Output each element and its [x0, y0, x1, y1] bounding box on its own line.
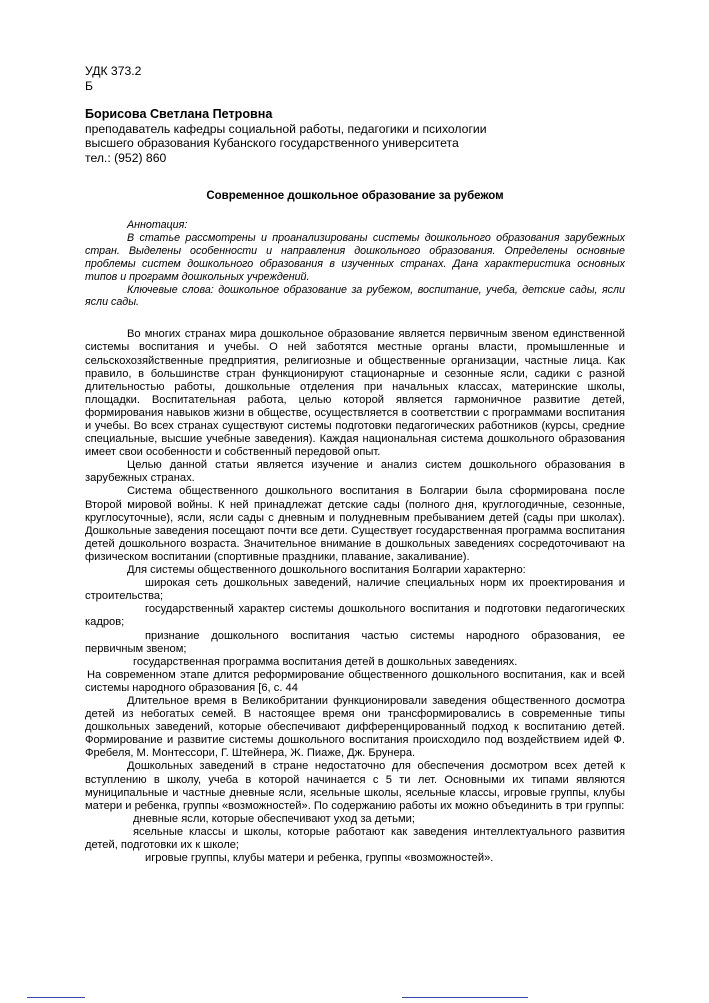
paragraph: Длительное время в Великобритании функционировали заведения общественного досмотра детей из небогатых семей. В настоящее время они трансформировались в современные типы дошкольных заведений, которые обеспечивают дифференцированный подход к воспитанию детей. Формирование и развитие системы дошкольного воспитания происходило под воздействием идей Ф. Фребеля, М. Монтессори, Г. Штейнера, Ж. Пиаже, Дж. Брунера.: [85, 694, 625, 760]
abstract-text: В статье рассмотрены и проанализированы системы дошкольного образования зарубежных стран. Выделены особенности и направления дошкольного образования. Определены основные проблемы систем дошкольного образования в изученных странах. Дана характеристика основных типов и программ дошкольных учреждений.: [85, 231, 625, 283]
paragraph: Система общественного дошкольного воспитания в Болгарии была сформирована после Второй мировой войны. К ней принадлежат детские сады (полного дня, круглогодичные, сезонные, круглосуточные), ясли, ясли сады с дневным и полудневным пребыванием детей (сады при школах). Дошкольные заведения посещают почти все дети. Существует государственная программа воспитания детей дошкольного возраста. Значительное внимание в дошкольных заведениях сосредоточивают на физическом воспитании (спортивные праздники, плавание, закаливание).: [85, 485, 625, 563]
keywords: Ключевые слова: дошкольное образование за рубежом, воспитание, учеба, детские сады, ясли ясли сады.: [85, 283, 625, 309]
paragraph: На современном этапе длится реформирование общественного дошкольного воспитания, как и всей системы народного образования [6, с. 44: [85, 668, 625, 694]
article-title: Современное дошкольное образование за рубежом: [206, 190, 504, 202]
footer-rule-left: [27, 997, 85, 998]
bbk-index: Б: [85, 78, 93, 93]
list-item: государственная программа воспитания детей в дошкольных заведениях.: [133, 655, 518, 668]
author-position-2: высшего образования Кубанского государственного университета: [85, 136, 459, 150]
abstract-block: [85, 219, 625, 309]
paragraph: Целью данной статьи является изучение и анализ систем дошкольного образования в зарубежных странах.: [85, 459, 625, 485]
article-body: [85, 328, 625, 865]
author-phone: тел.: (952) 860: [85, 150, 167, 165]
paragraph: Во многих странах мира дошкольное образование является первичным звеном единственной системы воспитания и учебы. О ней заботятся местные органы власти, промышленные и сельскохозяйственные предприятия, религиозные и общественные организации, частные лица. Как правило, в большинстве стран функционируют стационарные и сезонные ясли, садики с разной длительностью работы, дошкольные отделения при начальных классах, материнские школы, площадки. Воспитательная работа, целью которой является гармоничное развитие детей, формирования навыков жизни в обществе, осуществляется в соответствии с программами воспитания и учебы. Во всех странах существуют системы подготовки педагогических работников (курсы, средние специальные, высшие учебные заведения). Каждая национальная система дошкольного образования имеет свои особенности и собственный передовой опыт.: [85, 328, 625, 459]
abstract-heading: Аннотация:: [127, 219, 188, 231]
footer-rule-right: [402, 997, 528, 998]
document-page: [85, 64, 625, 865]
author-position-1: преподаватель кафедры социальной работы, педагогики и психологии: [85, 121, 487, 136]
list-item: признание дошкольного воспитания частью системы народного образования, ее первичным звеном;: [85, 629, 625, 655]
list-item: дневные ясли, которые обеспечивают уход за детьми;: [133, 812, 415, 825]
list-item: государственный характер системы дошкольного воспитания и подготовки педагогических кадров;: [85, 603, 625, 629]
author-name: Борисова Светлана Петровна: [85, 107, 273, 121]
paragraph: Дошкольных заведений в стране недостаточно для обеспечения досмотром всех детей к вступлению в школу, учеба в которой начинается с 5 ти лет. Основными их типами являются муниципальные и частные дневные ясли, ясельные школы, ясельные классы, игровые группы, клубы матери и ребенка, группы «возможностей». По содержанию работы их можно объединить в три группы:: [85, 760, 625, 812]
list-item: ясельные классы и школы, которые работают как заведения интеллектуального развития детей, подготовки их к школе;: [85, 825, 625, 851]
paragraph: Для системы общественного дошкольного воспитания Болгарии характерно:: [127, 564, 526, 577]
list-item: игровые группы, клубы матери и ребенка, группы «возможностей».: [145, 852, 494, 865]
list-item: широкая сеть дошкольных заведений, наличие специальных норм их проектирования и строительства;: [85, 577, 625, 603]
udk-code: УДК 373.2: [85, 64, 142, 78]
